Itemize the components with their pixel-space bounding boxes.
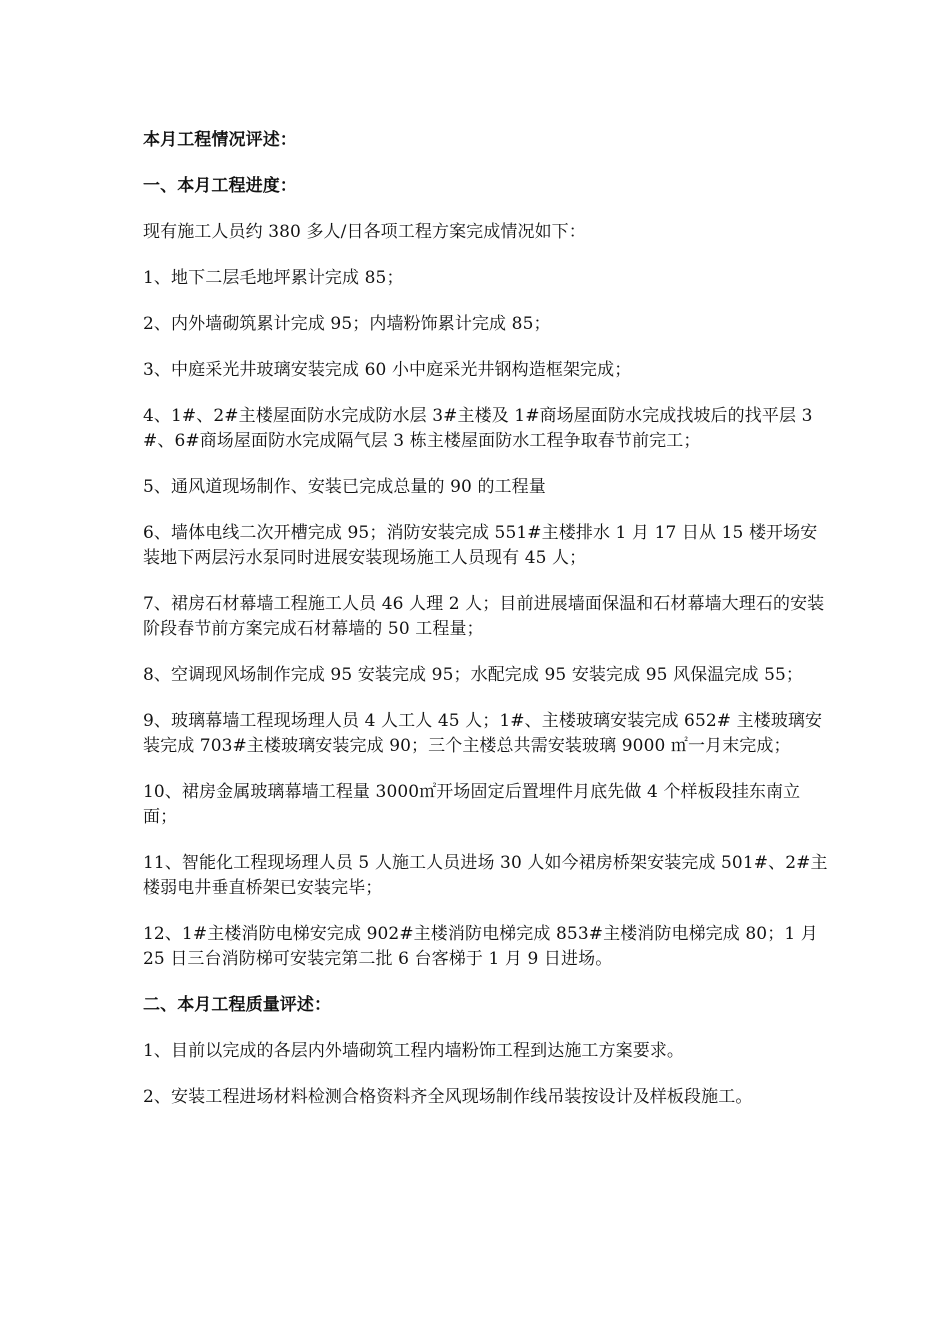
progress-item: 1、地下二层毛地坪累计完成 85； [143, 268, 404, 288]
document-title: 本月工程情况评述： [143, 130, 297, 150]
quality-item: 2、安装工程进场材料检测合格资料齐全风现场制作线吊装按设计及样板段施工。 [143, 1087, 753, 1107]
section-heading-progress: 一、本月工程进度： [143, 176, 297, 196]
progress-item: 9、玻璃幕墙工程现场理人员 4 人工人 45 人；1#、主楼玻璃安装完成 652# 主楼玻璃安装完成 703#主楼玻璃安装完成 90；三个主楼总共需安装玻璃 9000 ㎡一月末完成； [143, 711, 823, 756]
section-heading-quality: 二、本月工程质量评述： [143, 995, 332, 1015]
progress-intro: 现有施工人员约 380 多人/日各项工程方案完成情况如下： [143, 222, 586, 242]
progress-item: 8、空调现风场制作完成 95 安装完成 95；水配完成 95 安装完成 95 风保温完成 55； [143, 665, 804, 685]
progress-item: 5、通风道现场制作、安装已完成总量的 90 的工程量 [143, 477, 546, 497]
progress-item: 3、中庭采光井玻璃安装完成 60 小中庭采光井钢构造框架完成； [143, 360, 632, 380]
progress-item: 2、内外墙砌筑累计完成 95；内墙粉饰累计完成 85； [143, 314, 551, 334]
progress-item: 12、1#主楼消防电梯安完成 902#主楼消防电梯完成 853#主楼消防电梯完成 80；1 月 25 日三台消防梯可安装完第二批 6 台客梯于 1 月 9 日进场。 [143, 924, 818, 969]
progress-item: 6、墙体电线二次开槽完成 95；消防安装完成 551#主楼排水 1 月 17 日从 15 楼开场安装地下两层污水泵同时进展安装现场施工人员现有 45 人； [143, 523, 818, 568]
progress-item: 4、1#、2#主楼屋面防水完成防水层 3#主楼及 1#商场屋面防水完成找坡后的找平层 3#、6#商场屋面防水完成隔气层 3 栋主楼屋面防水工程争取春节前完工； [143, 406, 813, 451]
progress-item: 7、裙房石材幕墙工程施工人员 46 人理 2 人；目前进展墙面保温和石材幕墙大理石的安装阶段春节前方案完成石材幕墙的 50 工程量； [143, 594, 825, 639]
quality-item: 1、目前以完成的各层内外墙砌筑工程内墙粉饰工程到达施工方案要求。 [143, 1041, 685, 1061]
progress-item: 11、智能化工程现场理人员 5 人施工人员进场 30 人如今裙房桥架安装完成 501#、2#主楼弱电井垂直桥架已安装完毕； [143, 853, 828, 898]
progress-item: 10、裙房金属玻璃幕墙工程量 3000㎡开场固定后置埋件月底先做 4 个样板段挂东南立面； [143, 782, 801, 827]
